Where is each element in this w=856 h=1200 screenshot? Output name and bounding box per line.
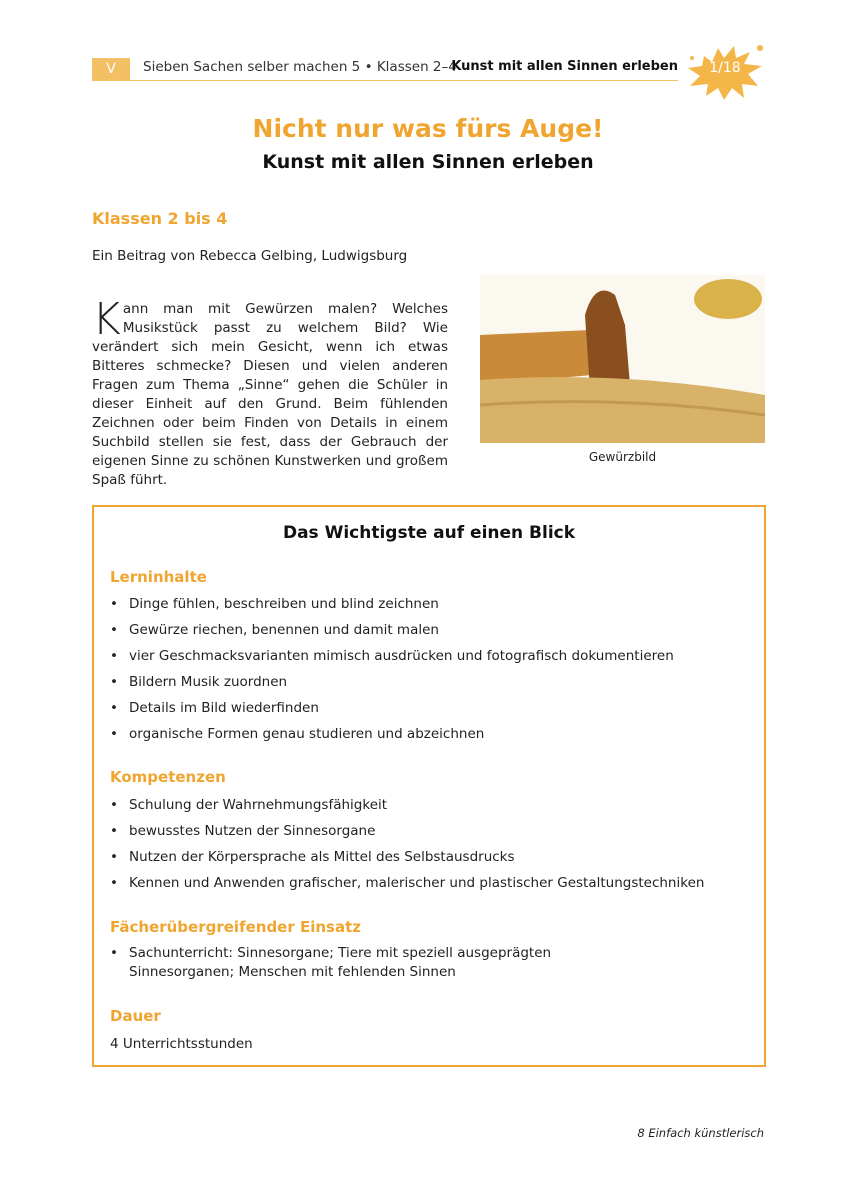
list-item: • Sachunterricht: Sinnesorgane; Tiere mit speziell ausgeprägten Sinnesorganen; Menschen mit fehlenden Sinnen <box>110 945 552 980</box>
summary-title: Das Wichtigste auf einen Blick <box>282 523 576 543</box>
summary-box <box>92 505 766 1067</box>
duration-text: 4 Unterrichtsstunden <box>110 1036 253 1052</box>
section-heading-lerninhalte: Lerninhalte <box>110 568 207 586</box>
list-item: • Dinge fühlen, beschreiben und blind zeichnen <box>110 596 439 612</box>
section-heading-kompetenzen: Kompetenzen <box>110 768 226 786</box>
list-item: • Schulung der Wahrnehmungsfähigkeit <box>110 797 388 813</box>
page-subtitle: Kunst mit allen Sinnen erleben <box>262 151 594 173</box>
grade-level: Klassen 2 bis 4 <box>92 209 228 228</box>
image-caption: Gewürzbild <box>588 450 657 464</box>
list-item: • organische Formen genau studieren und abzeichnen <box>110 726 485 742</box>
spice-painting-image <box>480 275 765 443</box>
page-title: Nicht nur was fürs Auge! <box>252 114 604 143</box>
list-item: • Details im Bild wiederfinden <box>110 700 319 716</box>
author-line: Ein Beitrag von Rebecca Gelbing, Ludwigsburg <box>92 248 408 264</box>
list-item: • bewusstes Nutzen der Sinnesorgane <box>110 823 376 839</box>
drop-cap: K <box>92 294 121 345</box>
series-title: Sieben Sachen selber machen 5 • Klassen 2–4 <box>143 59 457 75</box>
header-title: Kunst mit allen Sinnen erleben <box>451 59 678 74</box>
list-item: • Bildern Musik zuordnen <box>110 674 288 690</box>
list-item: • Gewürze riechen, benennen und damit malen <box>110 622 439 638</box>
page-number: 1/18 <box>709 60 741 76</box>
intro-paragraph <box>92 294 448 490</box>
section-heading-faecher: Fächerübergreifender Einsatz <box>110 918 361 936</box>
list-item: • Kennen und Anwenden grafischer, malerischer und plastischer Gestaltungstechniken <box>110 875 705 891</box>
section-badge: V <box>92 58 130 80</box>
header-divider <box>92 80 678 81</box>
footer-text: 8 Einfach künstlerisch <box>637 1126 764 1140</box>
list-item: • Nutzen der Körpersprache als Mittel des Selbstausdrucks <box>110 849 515 865</box>
intro-text: ann man mit Gewürzen malen? Welches Musikstück passt zu welchem Bild? Wie verändert sich mein Gesicht, wenn ich etwas Bitteres schmecke? Diesen und vielen anderen Fragen zum Thema „Sinne“ gehen die Schüler in dieser Einheit auf den Grund. Beim fühlenden Zeichnen oder beim Finden von Details in einem Suchbild stellen sie fest, dass der Gebrauch der eigenen Sinne zu schönen Kunstwerken und großem Spaß führt. <box>92 301 448 488</box>
section-heading-dauer: Dauer <box>110 1007 161 1025</box>
list-item: • vier Geschmacksvarianten mimisch ausdrücken und fotografisch dokumentieren <box>110 648 674 664</box>
